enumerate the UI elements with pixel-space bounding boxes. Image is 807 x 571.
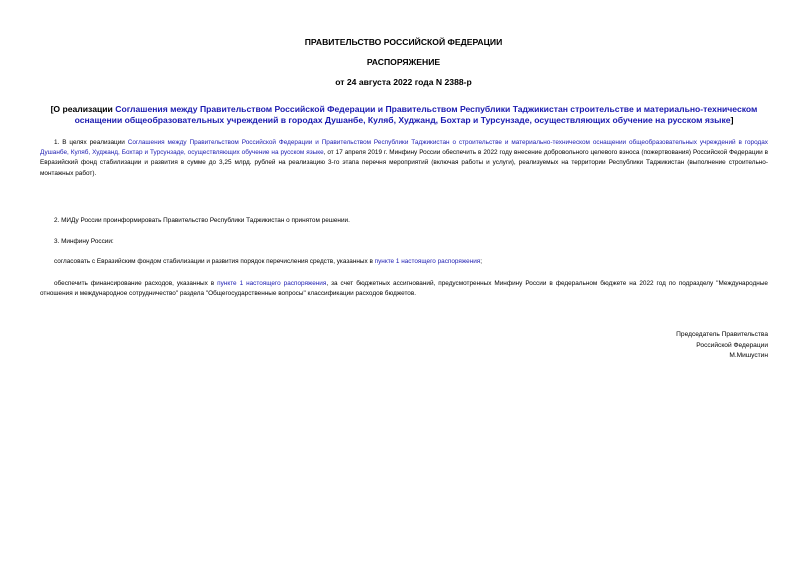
government-heading: ПРАВИТЕЛЬСТВО РОССИЙСКОЙ ФЕДЕРАЦИИ (304, 37, 503, 47)
signature-name: М.Мишустин (729, 352, 768, 359)
title-open-bracket: [О реализации (50, 104, 116, 114)
date-number-heading: от 24 августа 2022 года N 2388-р (335, 77, 472, 87)
paragraph-1-text: , от 17 апреля 2019 г. Минфину России обеспечить в 2022 году внесение добровольного целевого взноса (пожертвования) Российской Федерации в Евразийский фонд стабилизации и развития в сумме до 3,25 млрд. рублей на реализацию 3-го этапа перечня мероприятий (включая работы и услуги), реализуемых на территории Республики Таджикистан (выполнение строительно-монтажных работ). (40, 149, 768, 177)
paragraph-4-end: ; (480, 258, 483, 265)
title-close-bracket: ] (730, 115, 734, 126)
paragraph-4-clause-link[interactable]: пункте 1 настоящего распоряжения (374, 258, 481, 265)
document-type-heading: РАСПОРЯЖЕНИЕ (366, 57, 441, 67)
paragraph-1 (40, 138, 768, 179)
document-title (44, 104, 764, 126)
signature-block (676, 330, 768, 362)
paragraph-2: 2. МИДу России проинформировать Правительство Республики Таджикистан о принятом решении. (54, 217, 350, 224)
paragraph-4-text: согласовать с Евразийским фондом стабилизации и развития порядок перечисления средств, указанных в (54, 258, 375, 265)
signature-organization: Российской Федерации (696, 341, 768, 349)
paragraph-5-end: , за счет бюджетных ассигнований, предусмотренных Минфину России в федеральном бюджете на 2022 год по подразделу "Международные отношения и международное сотрудничество" раздела "Общегосударственные вопросы" классификации расходов бюджетов. (40, 280, 768, 298)
paragraph-5-text: обеспечить финансирование расходов, указанных в (54, 280, 218, 287)
signature-position: Председатель Правительства (676, 331, 768, 338)
paragraph-4 (40, 257, 768, 267)
paragraph-1-intro: 1. В целях реализации (54, 139, 128, 146)
paragraph-1-agreement-link[interactable]: Соглашения между Правительством Российской Федерации и Правительством Республики Таджикистан о строительстве и материально-техническом оснащении общеобразовательных учреждений в городах Душанбе, Куляб, Худжанд, Бохтар и Турсунзаде, осуществляющих обучение на русском языке (40, 139, 768, 157)
paragraph-3: 3. Минфину России: (54, 238, 114, 245)
paragraph-5 (40, 279, 768, 299)
title-agreement-link[interactable]: Соглашения между Правительством Российской Федерации и Правительством Республики Таджикистан строительстве и материально-техническом оснащении общеобразовательных учреждений в городах Душанбе, Куляб, Худжанд, Бохтар и Турсунзаде, осуществляющих обучение на русском языке (74, 104, 758, 126)
paragraph-5-clause-link[interactable]: пункте 1 настоящего распоряжения (217, 280, 327, 287)
